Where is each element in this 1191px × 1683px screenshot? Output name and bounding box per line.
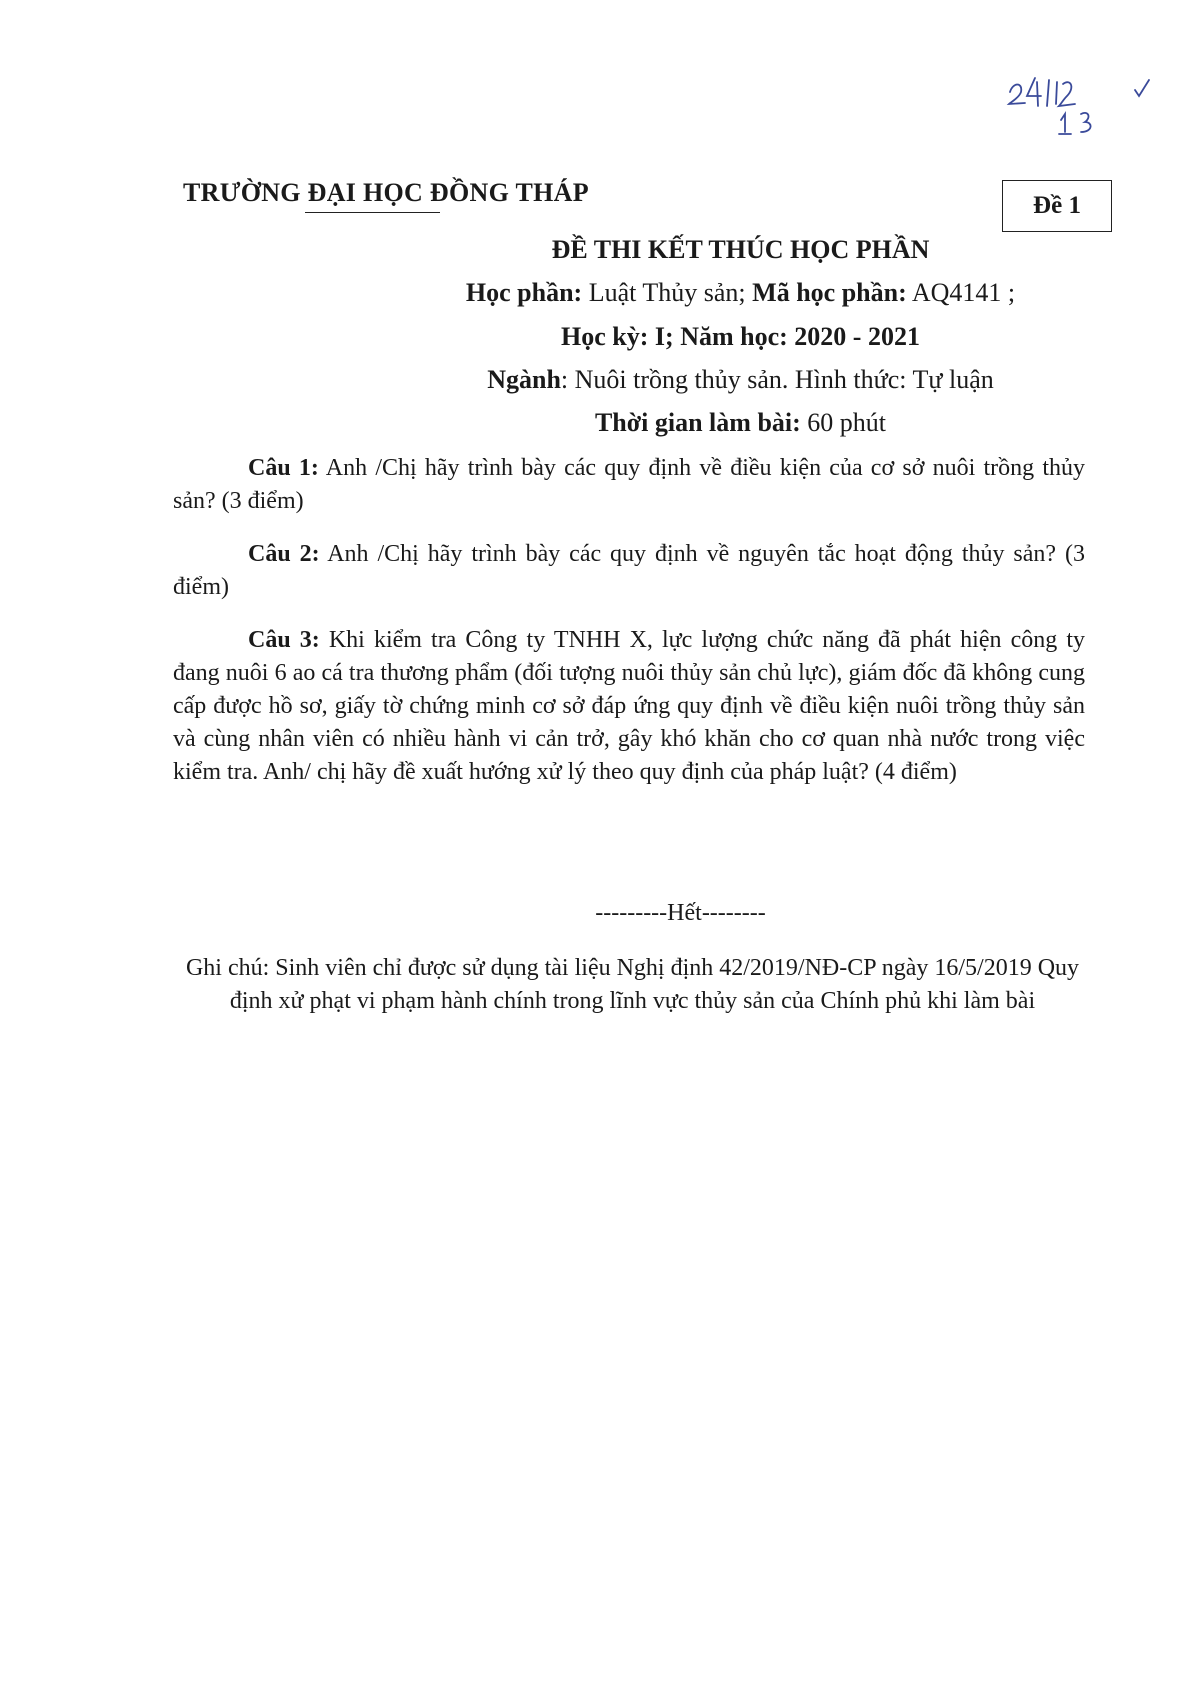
major-value: : Nuôi trồng thủy sản. Hình thức: Tự luận: [560, 365, 994, 394]
handwritten-annotation: [1005, 70, 1155, 140]
question-2: [173, 538, 1085, 604]
course-value: Luật Thủy sản;: [582, 278, 753, 307]
time-label: Thời gian làm bài:: [594, 408, 801, 437]
question-1-text: Anh /Chị hãy trình bày các quy định về điều kiện của cơ sở nuôi trồng thủy sản? (3 điểm): [173, 455, 1086, 514]
semester-line: Học kỳ: I; Năm học: 2020 - 2021: [561, 322, 920, 351]
question-1-label: Câu 1:: [248, 455, 319, 481]
exam-code: Đề 1: [1033, 192, 1081, 219]
course-label: Học phần:: [465, 278, 583, 307]
course-code-label: Mã học phần:: [752, 278, 907, 307]
end-marker: ---------Hết--------: [595, 900, 766, 926]
course-line: [145, 278, 1191, 308]
major-label: Ngành: [487, 365, 561, 394]
major-line: [145, 365, 1191, 395]
exam-code-box: [1002, 180, 1112, 232]
exam-title: ĐỀ THI KẾT THÚC HỌC PHẦN: [551, 235, 930, 264]
time-line: [145, 408, 1191, 438]
school-name: TRƯỜNG ĐẠI HỌC ĐỒNG THÁP: [183, 178, 589, 207]
question-3-text: Khi kiểm tra Công ty TNHH X, lực lượng chức năng đã phát hiện công ty đang nuôi 6 ao cá tra thương phẩm (đối tượng nuôi thủy sản chủ lực), giám đốc đã không cung cấp được hồ sơ, giấy tờ chứng minh cơ sở đáp ứng quy định về điều kiện nuôi trồng thủy sản và cùng nhân viên có nhiều hành vi cản trở, gây khó khăn cho cơ quan nhà nước trong việc kiểm tra. Anh/ chị hãy đề xuất hướng xử lý theo quy định của pháp luật? (4 điểm): [173, 627, 1085, 785]
note: Ghi chú: Sinh viên chỉ được sử dụng tài liệu Nghị định 42/2019/NĐ-CP ngày 16/5/2019 Quy định xử phạt vi phạm hành chính trong lĩnh vực thủy sản của Chính phủ khi làm bài: [185, 955, 1080, 1014]
question-2-label: Câu 2:: [248, 541, 320, 567]
question-2-text: Anh /Chị hãy trình bày các quy định về nguyên tắc hoạt động thủy sản? (3 điểm): [173, 541, 1086, 600]
time-value: 60 phút: [800, 408, 887, 437]
course-code-value: AQ4141 ;: [906, 278, 1016, 307]
question-3: [173, 624, 1085, 789]
question-1: [173, 452, 1085, 518]
question-3-label: Câu 3:: [248, 627, 320, 653]
school-underline: [305, 212, 440, 213]
